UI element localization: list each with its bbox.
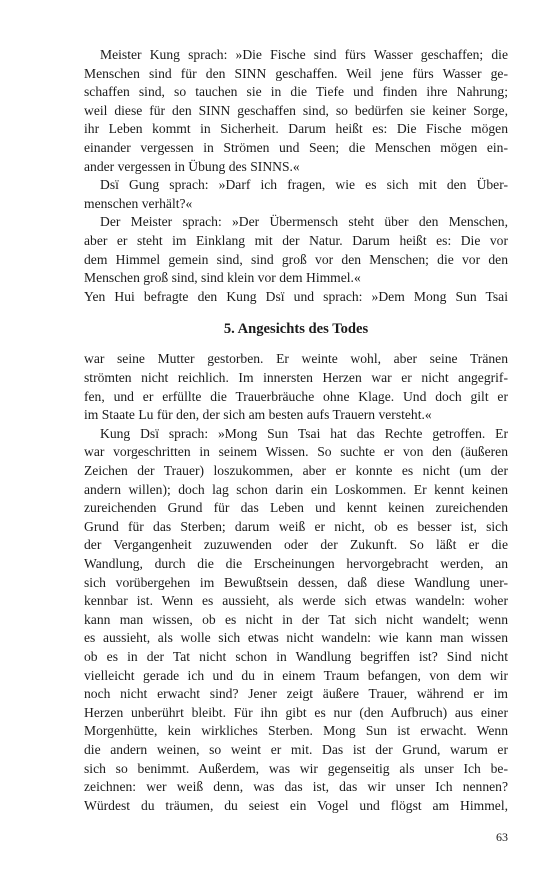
text-line: andern willen); doch lag schon darin ein Loskommen. Er kennt keinen bbox=[84, 481, 508, 497]
text-line: Meister Kung sprach: »Die Fische sind fürs Wasser geschaffen; die bbox=[100, 47, 508, 62]
text-line: im Staate Lu für den, der sich am besten aufs Trauern versteht.« bbox=[84, 407, 432, 423]
text-line: menschen verhält?« bbox=[84, 195, 193, 211]
text-line: die andern weinen, so weint er mit. Das ist der Grund, warum er bbox=[84, 742, 508, 757]
text-line: Der Meister sprach: »Der Übermensch steht über den Menschen, bbox=[100, 214, 508, 230]
text-line: sich so benimmt. Außerdem, was wir gegenseitig als unser Ich be- bbox=[84, 760, 508, 776]
text-line: es aussieht, als wolle sich etwas nicht wandeln: wie kann man wissen bbox=[84, 630, 508, 646]
text-line: Zeichen der Trauer) loszukommen, aber er konnte es nicht (um der bbox=[84, 463, 508, 478]
text-line: vielleicht gerade ich und du in einem Traum befangen, von dem wir bbox=[84, 667, 508, 683]
text-line: weil diese für den SINN geschaffen sind, so bedürfen sie keiner Sorge, bbox=[84, 102, 508, 118]
text-line: einander vergessen in Strömen und Seen; die Menschen mögen ein- bbox=[84, 140, 508, 155]
text-line: zeichnen: wer weiß denn, was das ist, das wir unser Ich nennen? bbox=[84, 779, 508, 795]
text-line: Menschen sind für den SINN geschaffen. Weil jene fürs Wasser ge- bbox=[84, 65, 508, 81]
text-line: Morgenhütte, kein wirkliches Sterben. Mong Sun ist erwacht. Wenn bbox=[84, 723, 508, 739]
text-line: kennbar ist. Wenn es aussieht, als werde sich etwas wandeln: woher bbox=[84, 593, 508, 609]
text-line: Kung Dsï sprach: »Mong Sun Tsai hat das Rechte getroffen. Er bbox=[100, 425, 508, 441]
text-line: ander vergessen in Übung des SINNS.« bbox=[84, 158, 300, 174]
text-line: sich vorübergehen im Bewußtsein dessen, daß diese Wandlung uner- bbox=[84, 574, 508, 590]
text-line: aber er steht im Einklang mit der Natur. Darum heißt es: Die vor bbox=[84, 233, 508, 248]
text-line: schaffen sind, so tauchen sie in die Tiefe und finden ihre Nahrung; bbox=[84, 84, 508, 100]
text-line: ihr Leben kommt in Sicherheit. Darum heißt es: Die Fische mögen bbox=[84, 121, 508, 137]
section-heading: 5. Angesichts des Todes bbox=[223, 321, 369, 338]
text-line: zureichenden Grund für das Leben und kennt keinen zureichenden bbox=[84, 500, 508, 516]
text-line: war seine Mutter gestorben. Er weinte wohl, aber seine Tränen bbox=[84, 351, 508, 367]
page-number: 63 bbox=[496, 830, 508, 845]
text-line: Menschen groß sind, sind klein vor dem Himmel.« bbox=[84, 270, 361, 286]
text-line: fen, und er erfüllte die Trauerbräuche ohne Klage. Und doch gilt er bbox=[84, 388, 508, 404]
text-line: Dsï Gung sprach: »Darf ich fragen, wie es sich mit den Über- bbox=[100, 177, 508, 193]
text-line: Wandlung, durch die die Erscheinungen hervorgebracht werden, an bbox=[84, 556, 508, 571]
text-line: dem Himmel gemein sind, sind groß vor den Menschen; die vor den bbox=[84, 251, 508, 267]
text-line: Yen Hui befragte den Kung Dsï und sprach: »Dem Mong Sun Tsai bbox=[84, 288, 508, 304]
text-line: Grund für das Sterben; darum weiß er nicht, ob es besser ist, sich bbox=[84, 518, 508, 534]
text-line: Herzen unberührt bleibt. Für ihn gibt es nur (den Aufbruch) aus einer bbox=[84, 704, 508, 720]
text-line: Würdest du träumen, du seiest ein Vogel und flögst am Himmel, bbox=[84, 797, 508, 813]
text-line: war vorgeschritten in seinem Wissen. So suchte er von den (äußeren bbox=[84, 444, 508, 460]
text-line: strömten nicht reichlich. Im innersten Herzen war er nicht angegrif- bbox=[84, 370, 508, 385]
text-line: der Vergangenheit zuzuwenden oder der Zukunft. So läßt er die bbox=[84, 537, 508, 553]
text-line: noch nicht erwacht sind? Jener zeigt äußere Trauer, während er im bbox=[84, 686, 508, 702]
text-line: ob es in der Tat nicht schon in Wandlung begriffen ist? Sind nicht bbox=[84, 649, 508, 664]
text-line: kann man wissen, ob es nicht in der Tat sich nicht wandelt; wenn bbox=[84, 611, 508, 627]
